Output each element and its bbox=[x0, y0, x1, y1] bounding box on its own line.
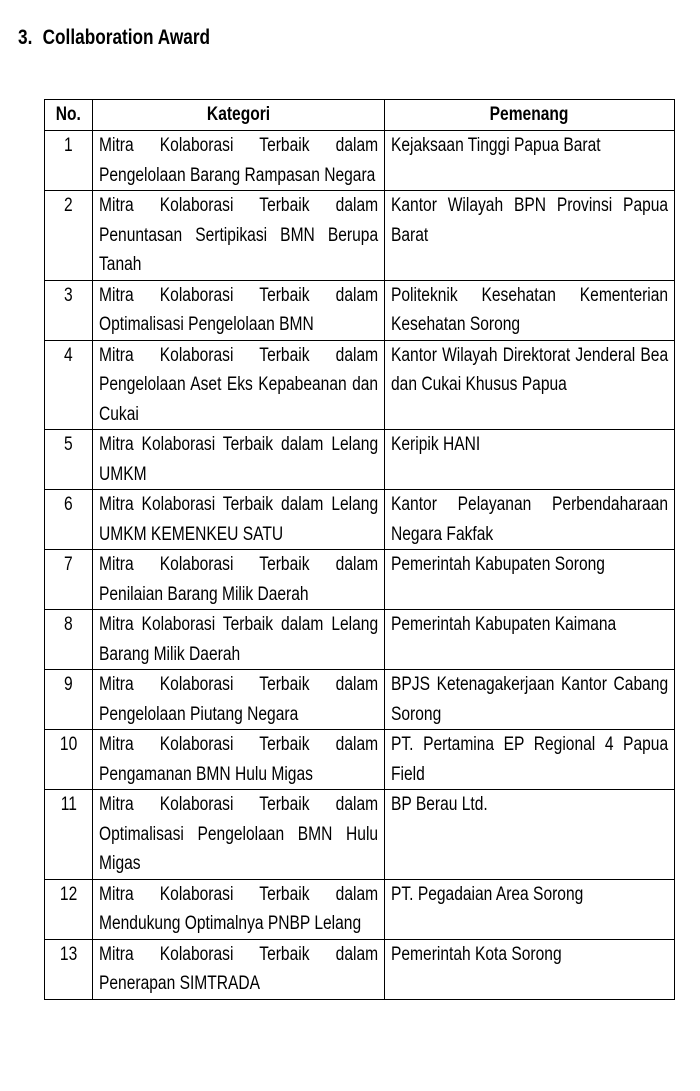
row-pemenang: Kejaksaan Tinggi Papua Barat bbox=[385, 131, 675, 191]
table-row bbox=[45, 730, 675, 790]
row-number: 11 bbox=[45, 790, 93, 880]
row-number: 4 bbox=[45, 340, 93, 430]
section-heading bbox=[18, 26, 210, 50]
row-kategori: Mitra Kolaborasi Terbaik dalam Pengelolaan Aset Eks Kepabeanan dan Cukai bbox=[93, 340, 385, 430]
row-number: 5 bbox=[45, 430, 93, 490]
row-pemenang: Pemerintah Kota Sorong bbox=[385, 939, 675, 999]
row-kategori: Mitra Kolaborasi Terbaik dalam Lelang UMKM KEMENKEU SATU bbox=[93, 490, 385, 550]
row-pemenang: Keripik HANI bbox=[385, 430, 675, 490]
row-kategori: Mitra Kolaborasi Terbaik dalam Lelang Barang Milik Daerah bbox=[93, 610, 385, 670]
row-kategori: Mitra Kolaborasi Terbaik dalam Optimalisasi Pengelolaan BMN bbox=[93, 280, 385, 340]
header-pemenang: Pemenang bbox=[385, 100, 675, 131]
row-number: 10 bbox=[45, 730, 93, 790]
row-pemenang: Politeknik Kesehatan Kementerian Kesehatan Sorong bbox=[385, 280, 675, 340]
row-kategori: Mitra Kolaborasi Terbaik dalam Pengelolaan Barang Rampasan Negara bbox=[93, 131, 385, 191]
award-table bbox=[44, 99, 675, 1000]
table-row bbox=[45, 490, 675, 550]
row-pemenang: Kantor Wilayah Direktorat Jenderal Bea dan Cukai Khusus Papua bbox=[385, 340, 675, 430]
row-kategori: Mitra Kolaborasi Terbaik dalam Optimalisasi Pengelolaan BMN Hulu Migas bbox=[93, 790, 385, 880]
row-kategori: Mitra Kolaborasi Terbaik dalam Mendukung Optimalnya PNBP Lelang bbox=[93, 879, 385, 939]
row-pemenang: BP Berau Ltd. bbox=[385, 790, 675, 880]
section-number: 3. bbox=[18, 26, 33, 49]
table-row bbox=[45, 131, 675, 191]
row-kategori: Mitra Kolaborasi Terbaik dalam Pengamanan BMN Hulu Migas bbox=[93, 730, 385, 790]
row-pemenang: BPJS Ketenagakerjaan Kantor Cabang Sorong bbox=[385, 670, 675, 730]
table-body bbox=[45, 131, 675, 1000]
table-row bbox=[45, 280, 675, 340]
row-kategori: Mitra Kolaborasi Terbaik dalam Penerapan SIMTRADA bbox=[93, 939, 385, 999]
row-pemenang: PT. Pertamina EP Regional 4 Papua Field bbox=[385, 730, 675, 790]
row-number: 13 bbox=[45, 939, 93, 999]
row-pemenang: Kantor Pelayanan Perbendaharaan Negara Fakfak bbox=[385, 490, 675, 550]
table-row bbox=[45, 790, 675, 880]
table-row bbox=[45, 610, 675, 670]
header-kategori: Kategori bbox=[93, 100, 385, 131]
row-pemenang: PT. Pegadaian Area Sorong bbox=[385, 879, 675, 939]
row-number: 3 bbox=[45, 280, 93, 340]
table-header-row bbox=[45, 100, 675, 131]
row-number: 1 bbox=[45, 131, 93, 191]
table-row bbox=[45, 191, 675, 281]
row-number: 2 bbox=[45, 191, 93, 281]
header-no: No. bbox=[45, 100, 93, 131]
row-number: 8 bbox=[45, 610, 93, 670]
row-number: 9 bbox=[45, 670, 93, 730]
row-number: 12 bbox=[45, 879, 93, 939]
table-row bbox=[45, 939, 675, 999]
table-row bbox=[45, 550, 675, 610]
row-pemenang: Pemerintah Kabupaten Kaimana bbox=[385, 610, 675, 670]
table-row bbox=[45, 430, 675, 490]
row-kategori: Mitra Kolaborasi Terbaik dalam Lelang UMKM bbox=[93, 430, 385, 490]
row-kategori: Mitra Kolaborasi Terbaik dalam Penuntasan Sertipikasi BMN Berupa Tanah bbox=[93, 191, 385, 281]
section-title: Collaboration Award bbox=[42, 26, 211, 49]
table-row bbox=[45, 879, 675, 939]
row-number: 7 bbox=[45, 550, 93, 610]
row-pemenang: Pemerintah Kabupaten Sorong bbox=[385, 550, 675, 610]
row-number: 6 bbox=[45, 490, 93, 550]
row-kategori: Mitra Kolaborasi Terbaik dalam Pengelolaan Piutang Negara bbox=[93, 670, 385, 730]
row-pemenang: Kantor Wilayah BPN Provinsi Papua Barat bbox=[385, 191, 675, 281]
table-row bbox=[45, 340, 675, 430]
row-kategori: Mitra Kolaborasi Terbaik dalam Penilaian Barang Milik Daerah bbox=[93, 550, 385, 610]
table-row bbox=[45, 670, 675, 730]
